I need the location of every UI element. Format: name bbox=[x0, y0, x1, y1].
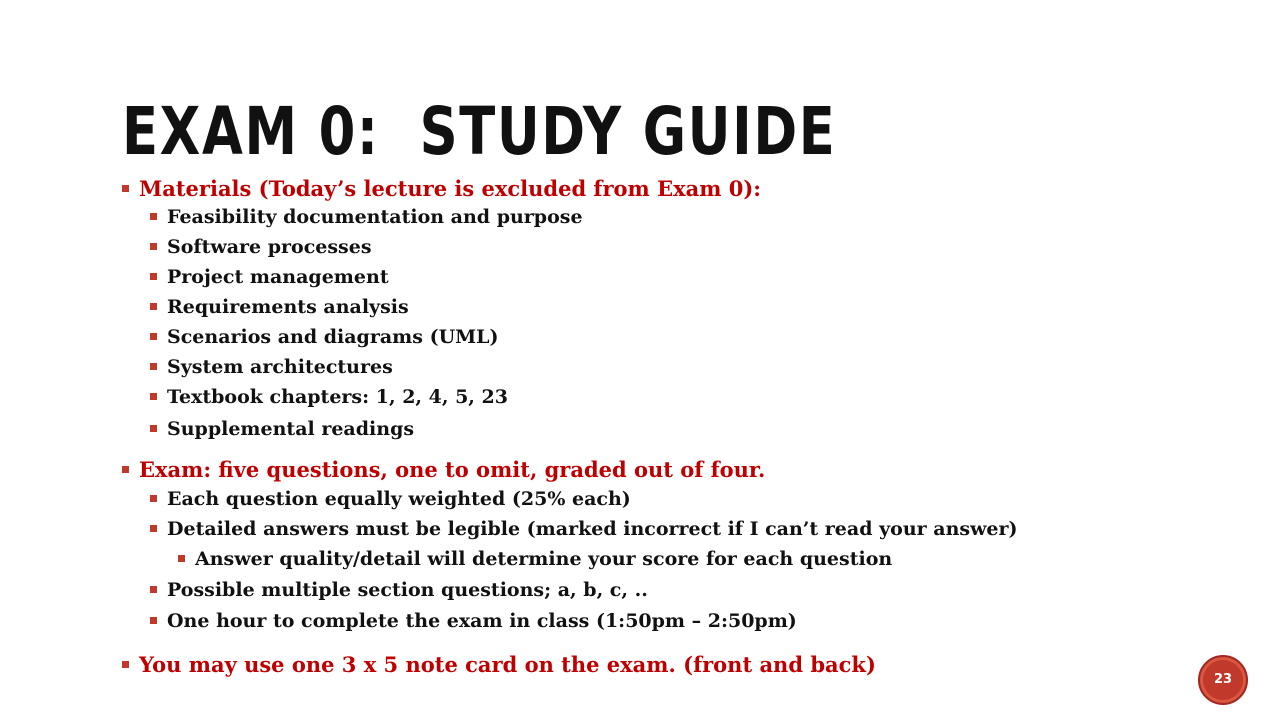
bullet-square-icon bbox=[150, 495, 157, 502]
bullet-square-icon bbox=[122, 185, 129, 192]
bullet-item: Each question equally weighted (25% each) bbox=[122, 488, 631, 510]
bullet-item: Materials (Today’s lecture is excluded from Exam 0): bbox=[122, 176, 761, 201]
bullet-item: Feasibility documentation and purpose bbox=[122, 206, 583, 228]
bullet-item: Exam: five questions, one to omit, graded out of four. bbox=[122, 457, 765, 482]
bullet-item: Detailed answers must be legible (marked incorrect if I can’t read your answer) bbox=[122, 518, 1018, 540]
bullet-square-icon bbox=[122, 466, 129, 473]
bullet-square-icon bbox=[150, 213, 157, 220]
bullet-item: One hour to complete the exam in class (1:50pm – 2:50pm) bbox=[122, 610, 797, 632]
bullet-item: You may use one 3 x 5 note card on the exam. (front and back) bbox=[122, 652, 876, 677]
bullet-item: System architectures bbox=[122, 356, 393, 378]
slide-title: EXAM 0: STUDY GUIDE bbox=[122, 93, 837, 170]
bullet-square-icon bbox=[150, 525, 157, 532]
bullet-square-icon bbox=[150, 393, 157, 400]
bullet-square-icon bbox=[122, 661, 129, 668]
bullet-item: Requirements analysis bbox=[122, 296, 409, 318]
bullet-square-icon bbox=[150, 243, 157, 250]
bullet-item: Scenarios and diagrams (UML) bbox=[122, 326, 499, 348]
bullet-item: Supplemental readings bbox=[122, 418, 414, 440]
bullet-square-icon bbox=[150, 363, 157, 370]
page-number-badge: 23 bbox=[1198, 655, 1248, 705]
bullet-square-icon bbox=[150, 425, 157, 432]
bullet-square-icon bbox=[150, 273, 157, 280]
bullet-square-icon bbox=[150, 586, 157, 593]
bullet-item: Possible multiple section questions; a, b, c, .. bbox=[122, 579, 648, 601]
bullet-item: Textbook chapters: 1, 2, 4, 5, 23 bbox=[122, 386, 508, 408]
bullet-item: Software processes bbox=[122, 236, 372, 258]
bullet-square-icon bbox=[178, 555, 185, 562]
bullet-item: Project management bbox=[122, 266, 389, 288]
bullet-square-icon bbox=[150, 333, 157, 340]
bullet-square-icon bbox=[150, 617, 157, 624]
bullet-square-icon bbox=[150, 303, 157, 310]
bullet-item: Answer quality/detail will determine your score for each question bbox=[122, 548, 892, 570]
